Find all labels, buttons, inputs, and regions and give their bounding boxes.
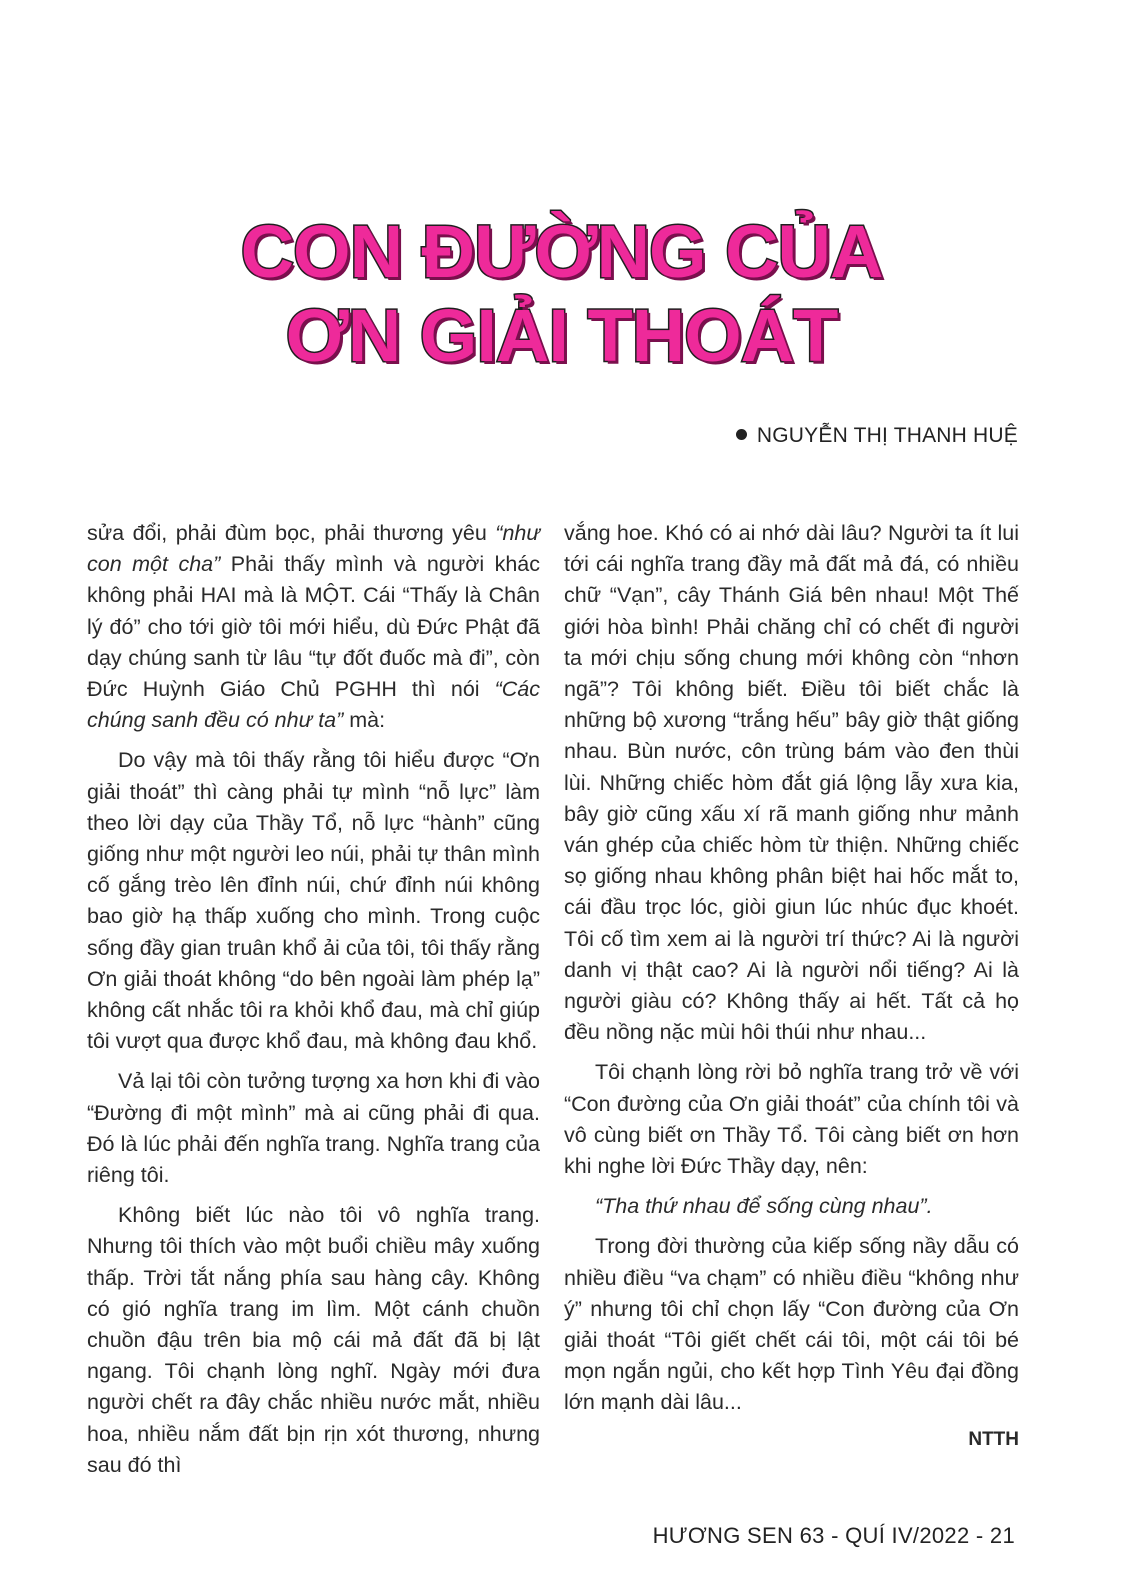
- author-name: NGUYỄN THỊ THANH HUỆ: [756, 424, 1018, 447]
- page-footer: HƯƠNG SEN 63 - QUÍ IV/2022 - 21: [652, 1523, 1015, 1548]
- title-line-2: ƠN GIẢI THOÁT: [285, 294, 838, 377]
- italic-quote: “như con một cha”: [87, 521, 540, 577]
- italic-quote: “Tha thứ nhau để sống cùng nhau”.: [595, 1194, 933, 1219]
- paragraph: Trong đời thường của kiếp sống nầy dẫu có nhiều điều “va chạm” có nhiều điều “không như ý” nhưng tôi chỉ chọn lấy “Con đường của Ơn giải thoát “Tôi giết chết cái tôi, một cái tôi bé mọn ngắn ngủi, cho kết hợp Tình Yêu đại đồng lớn mạnh dài lâu...: [564, 1234, 1019, 1415]
- paragraph: [564, 1191, 1019, 1222]
- left-column: [87, 518, 540, 1490]
- text-run: mà:: [343, 708, 386, 733]
- text-run: Phải thấy mình và người khác không phải HAI mà là MỘT. Cái “Thấy là Chân lý đó” cho tới giờ tôi mới hiểu, dù Đức Phật đã dạy chúng sanh từ lâu “tự đốt đuốc mà đi”, còn Đức Huỳnh Giáo Chủ PGHH thì nói: [87, 552, 540, 702]
- right-column: [564, 518, 1019, 1455]
- bullet-dot-icon: [736, 429, 747, 440]
- article-title: [0, 210, 1123, 378]
- paragraph: Không biết lúc nào tôi vô nghĩa trang. Nhưng tôi thích vào một buổi chiều mây xuống thấp. Trời tắt nắng phía sau hàng cây. Không có gió nghĩa trang im lìm. Một cánh chuồn chuồn đậu trên bia mộ cái mả đất đã bị lật ngang. Tôi chạnh lòng nghĩ. Ngày mới đưa người chết ra đây chắc nhiều nước mắt, nhiều hoa, nhiều nắm đất bịn rịn xót thương, nhưng sau đó thì: [87, 1203, 540, 1477]
- title-line-1: CON ĐƯỜNG CỦA: [240, 210, 883, 293]
- paragraph: Do vậy mà tôi thấy rằng tôi hiểu được “Ơn giải thoát” thì càng phải tự mình “nỗ lực” làm theo lời dạy của Thầy Tổ, nỗ lực “hành” cũng giống như một người leo núi, phải tự thân mình cố gắng trèo lên đỉnh núi, chứ đỉnh núi không bao giờ hạ thấp xuống cho mình. Trong cuộc sống đầy gian truân khổ ải của tôi, tôi thấy rằng Ơn giải thoát không “do bên ngoài làm phép lạ” không cất nhắc tôi ra khỏi khổ đau, mà chỉ giúp tôi vượt qua được khổ đau, mà không đau khổ.: [87, 748, 540, 1054]
- paragraph: Tôi chạnh lòng rời bỏ nghĩa trang trở về với “Con đường của Ơn giải thoát” của chính tôi và vô cùng biết ơn Thầy Tổ. Tôi càng biết ơn hơn khi nghe lời Đức Thầy dạy, nên:: [564, 1060, 1019, 1179]
- author-signature: NTTH: [968, 1428, 1019, 1450]
- italic-quote: “Các chúng sanh đều có như ta”: [87, 677, 540, 733]
- text-run: sửa đổi, phải đùm bọc, phải thương yêu: [87, 521, 496, 545]
- paragraph: vắng hoe. Khó có ai nhớ dài lâu? Người ta ít lui tới cái nghĩa trang đầy mả đất mả đá, có nhiều chữ “Vạn”, cây Thánh Giá bên nhau! Một Thế giới hòa bình! Phải chăng chỉ có chết đi người ta mới chịu sống chung mới không còn “nhơn ngã”? Tôi không biết. Điều tôi biết chắc là những bộ xương “trắng hếu” bây giờ thật giống nhau. Bùn nước, côn trùng bám vào đen thùi lùi. Những chiếc hòm đắt giá lộng lẫy xưa kia, bây giờ cũng xấu xí rã manh giống như mảnh ván ghép của chiếc hòm từ thiện. Những chiếc sọ giống nhau không phân biệt hai hốc mắt to, cái đầu trọc lóc, giòi giun lúc nhúc đục khoét. Tôi cố tìm xem ai là người trí thức? Ai là người danh vị thật cao? Ai là người nổi tiếng? Ai là người giàu có? Không thấy ai hết. Tất cả họ đều nồng nặc mùi hôi thúi như nhau...: [564, 521, 1019, 1045]
- author-byline: [736, 424, 1018, 448]
- paragraph: Vả lại tôi còn tưởng tượng xa hơn khi đi vào “Đường đi một mình” mà ai cũng phải đi qua. Đó là lúc phải đến nghĩa trang. Nghĩa trang của riêng tôi.: [87, 1069, 540, 1188]
- paragraph: [87, 518, 540, 736]
